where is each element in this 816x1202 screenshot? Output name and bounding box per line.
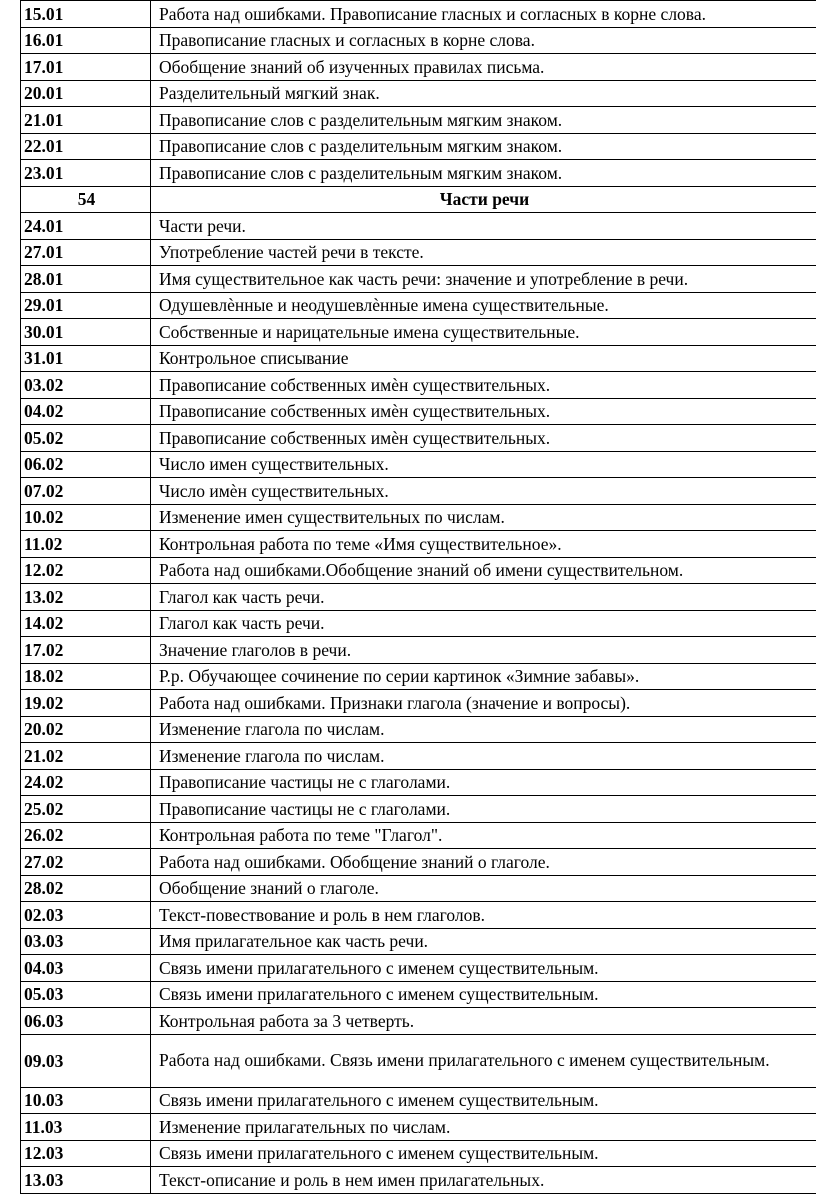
table-row xyxy=(21,1114,816,1141)
lesson-topic: Текст-повествование и роль в нем глаголов. xyxy=(151,902,816,929)
lesson-topic: Глагол как часть речи. xyxy=(151,584,816,611)
lesson-date: 24.02 xyxy=(21,769,151,796)
lesson-date: 18.02 xyxy=(21,663,151,690)
table-row xyxy=(21,637,816,664)
lesson-topic: Части речи. xyxy=(151,213,816,240)
table-row xyxy=(21,716,816,743)
table-row xyxy=(21,425,816,452)
lesson-topic: Правописание частицы не с глаголами. xyxy=(151,769,816,796)
lesson-date: 07.02 xyxy=(21,478,151,505)
lesson-date: 12.02 xyxy=(21,557,151,584)
lesson-date: 26.02 xyxy=(21,822,151,849)
lesson-date: 21.02 xyxy=(21,743,151,770)
table-row xyxy=(21,319,816,346)
lesson-date: 05.02 xyxy=(21,425,151,452)
lesson-date: 22.01 xyxy=(21,133,151,160)
lesson-topic: Правописание слов с разделительным мягким знаком. xyxy=(151,133,816,160)
lesson-topic: Правописание слов с разделительным мягким знаком. xyxy=(151,107,816,134)
lesson-topic: Употребление частей речи в тексте. xyxy=(151,239,816,266)
table-row xyxy=(21,27,816,54)
lesson-date: 16.01 xyxy=(21,27,151,54)
lesson-date: 27.02 xyxy=(21,849,151,876)
lesson-plan xyxy=(20,0,816,1194)
table-row xyxy=(21,478,816,505)
lesson-topic: Имя существительное как часть речи: значение и употребление в речи. xyxy=(151,266,816,293)
table-row xyxy=(21,345,816,372)
lesson-topic: Изменение прилагательных по числам. xyxy=(151,1114,816,1141)
table-row xyxy=(21,107,816,134)
table-row xyxy=(21,504,816,531)
table-row xyxy=(21,875,816,902)
lesson-date: 30.01 xyxy=(21,319,151,346)
lesson-date: 14.02 xyxy=(21,610,151,637)
lesson-topic: Изменение имен существительных по числам. xyxy=(151,504,816,531)
lesson-date: 03.03 xyxy=(21,928,151,955)
lesson-topic: Имя прилагательное как часть речи. xyxy=(151,928,816,955)
table-row xyxy=(21,54,816,81)
table-row xyxy=(21,610,816,637)
lesson-topic: Значение глаголов в речи. xyxy=(151,637,816,664)
lesson-topic: Изменение глагола по числам. xyxy=(151,743,816,770)
lesson-topic: Работа над ошибками. Признаки глагола (значение и вопросы). xyxy=(151,690,816,717)
table-row xyxy=(21,1087,816,1114)
table-row xyxy=(21,981,816,1008)
lesson-topic: Правописание слов с разделительным мягким знаком. xyxy=(151,160,816,187)
lesson-date: 11.02 xyxy=(21,531,151,558)
table-row xyxy=(21,1034,816,1087)
lesson-topic: Изменение глагола по числам. xyxy=(151,716,816,743)
lesson-date: 04.02 xyxy=(21,398,151,425)
lesson-topic: Правописание гласных и согласных в корне слова. xyxy=(151,27,816,54)
lesson-date: 09.03 xyxy=(21,1034,151,1087)
lesson-date: 29.01 xyxy=(21,292,151,319)
table-row xyxy=(21,796,816,823)
table-row xyxy=(21,1008,816,1035)
table-row xyxy=(21,372,816,399)
table-row xyxy=(21,690,816,717)
lesson-topic: Связь имени прилагательного с именем существительным. xyxy=(151,1087,816,1114)
table-row xyxy=(21,928,816,955)
lesson-topic: Работа над ошибками.Обобщение знаний об имени существительном. xyxy=(151,557,816,584)
table-row xyxy=(21,1167,816,1194)
lesson-date: 17.02 xyxy=(21,637,151,664)
table-row xyxy=(21,451,816,478)
table-row xyxy=(21,133,816,160)
lesson-date: 13.03 xyxy=(21,1167,151,1194)
section-row xyxy=(21,186,816,213)
lesson-topic: Контрольная работа по теме «Имя существительное». xyxy=(151,531,816,558)
lesson-date: 10.03 xyxy=(21,1087,151,1114)
lesson-date: 05.03 xyxy=(21,981,151,1008)
lesson-date: 31.01 xyxy=(21,345,151,372)
lesson-date: 28.02 xyxy=(21,875,151,902)
table-row xyxy=(21,80,816,107)
lesson-topic: Р.р. Обучающее сочинение по серии картинок «Зимние забавы». xyxy=(151,663,816,690)
lesson-date: 19.02 xyxy=(21,690,151,717)
table-row xyxy=(21,663,816,690)
table-row xyxy=(21,584,816,611)
table-row xyxy=(21,1140,816,1167)
lesson-date: 06.02 xyxy=(21,451,151,478)
lesson-topic: Правописание частицы не с глаголами. xyxy=(151,796,816,823)
lesson-topic: Работа над ошибками. Обобщение знаний о глаголе. xyxy=(151,849,816,876)
lesson-date: 04.03 xyxy=(21,955,151,982)
lesson-topic: Правописание собственных имѐн существительных. xyxy=(151,398,816,425)
lesson-date: 12.03 xyxy=(21,1140,151,1167)
table-row xyxy=(21,292,816,319)
lesson-topic: Обобщение знаний об изученных правилах письма. xyxy=(151,54,816,81)
lesson-date: 20.02 xyxy=(21,716,151,743)
table-row xyxy=(21,822,816,849)
lesson-date: 02.03 xyxy=(21,902,151,929)
table-row xyxy=(21,1,816,28)
table-row xyxy=(21,902,816,929)
lesson-topic: Работа над ошибками. Правописание гласных и согласных в корне слова. xyxy=(151,1,816,28)
lesson-topic: Одушевлѐнные и неодушевлѐнные имена существительные. xyxy=(151,292,816,319)
lesson-table xyxy=(20,0,816,1194)
lesson-topic: Контрольное списывание xyxy=(151,345,816,372)
lesson-topic: Разделительный мягкий знак. xyxy=(151,80,816,107)
table-row xyxy=(21,213,816,240)
table-row xyxy=(21,266,816,293)
table-row xyxy=(21,531,816,558)
lesson-topic: Связь имени прилагательного с именем существительным. xyxy=(151,1140,816,1167)
lesson-topic: Связь имени прилагательного с именем существительным. xyxy=(151,955,816,982)
lesson-table-body xyxy=(21,1,816,1194)
lesson-topic: Контрольная работа по теме "Глагол". xyxy=(151,822,816,849)
table-row xyxy=(21,398,816,425)
table-row xyxy=(21,160,816,187)
lesson-date: 24.01 xyxy=(21,213,151,240)
table-row xyxy=(21,769,816,796)
lesson-date: 06.03 xyxy=(21,1008,151,1035)
lesson-topic: Число имѐн существительных. xyxy=(151,478,816,505)
table-row xyxy=(21,743,816,770)
lesson-topic: Глагол как часть речи. xyxy=(151,610,816,637)
lesson-date: 25.02 xyxy=(21,796,151,823)
lesson-topic: Число имен существительных. xyxy=(151,451,816,478)
lesson-topic: Работа над ошибками. Связь имени прилагательного с именем существительным. xyxy=(151,1034,816,1087)
lesson-date: 27.01 xyxy=(21,239,151,266)
lesson-topic: Текст-описание и роль в нем имен прилагательных. xyxy=(151,1167,816,1194)
lesson-topic: Связь имени прилагательного с именем существительным. xyxy=(151,981,816,1008)
lesson-date: 11.03 xyxy=(21,1114,151,1141)
lesson-date: 15.01 xyxy=(21,1,151,28)
lesson-date: 10.02 xyxy=(21,504,151,531)
lesson-date: 13.02 xyxy=(21,584,151,611)
lesson-date: 21.01 xyxy=(21,107,151,134)
lesson-date: 20.01 xyxy=(21,80,151,107)
lesson-topic: Собственные и нарицательные имена существительные. xyxy=(151,319,816,346)
lesson-topic: Контрольная работа за 3 четверть. xyxy=(151,1008,816,1035)
table-row xyxy=(21,849,816,876)
section-hours: 54 xyxy=(21,186,151,213)
lesson-topic: Правописание собственных имѐн существительных. xyxy=(151,372,816,399)
lesson-topic: Правописание собственных имѐн существительных. xyxy=(151,425,816,452)
section-title: Части речи xyxy=(151,186,816,213)
table-row xyxy=(21,955,816,982)
lesson-date: 03.02 xyxy=(21,372,151,399)
table-row xyxy=(21,239,816,266)
lesson-date: 23.01 xyxy=(21,160,151,187)
lesson-topic: Обобщение знаний о глаголе. xyxy=(151,875,816,902)
lesson-date: 17.01 xyxy=(21,54,151,81)
lesson-date: 28.01 xyxy=(21,266,151,293)
table-row xyxy=(21,557,816,584)
